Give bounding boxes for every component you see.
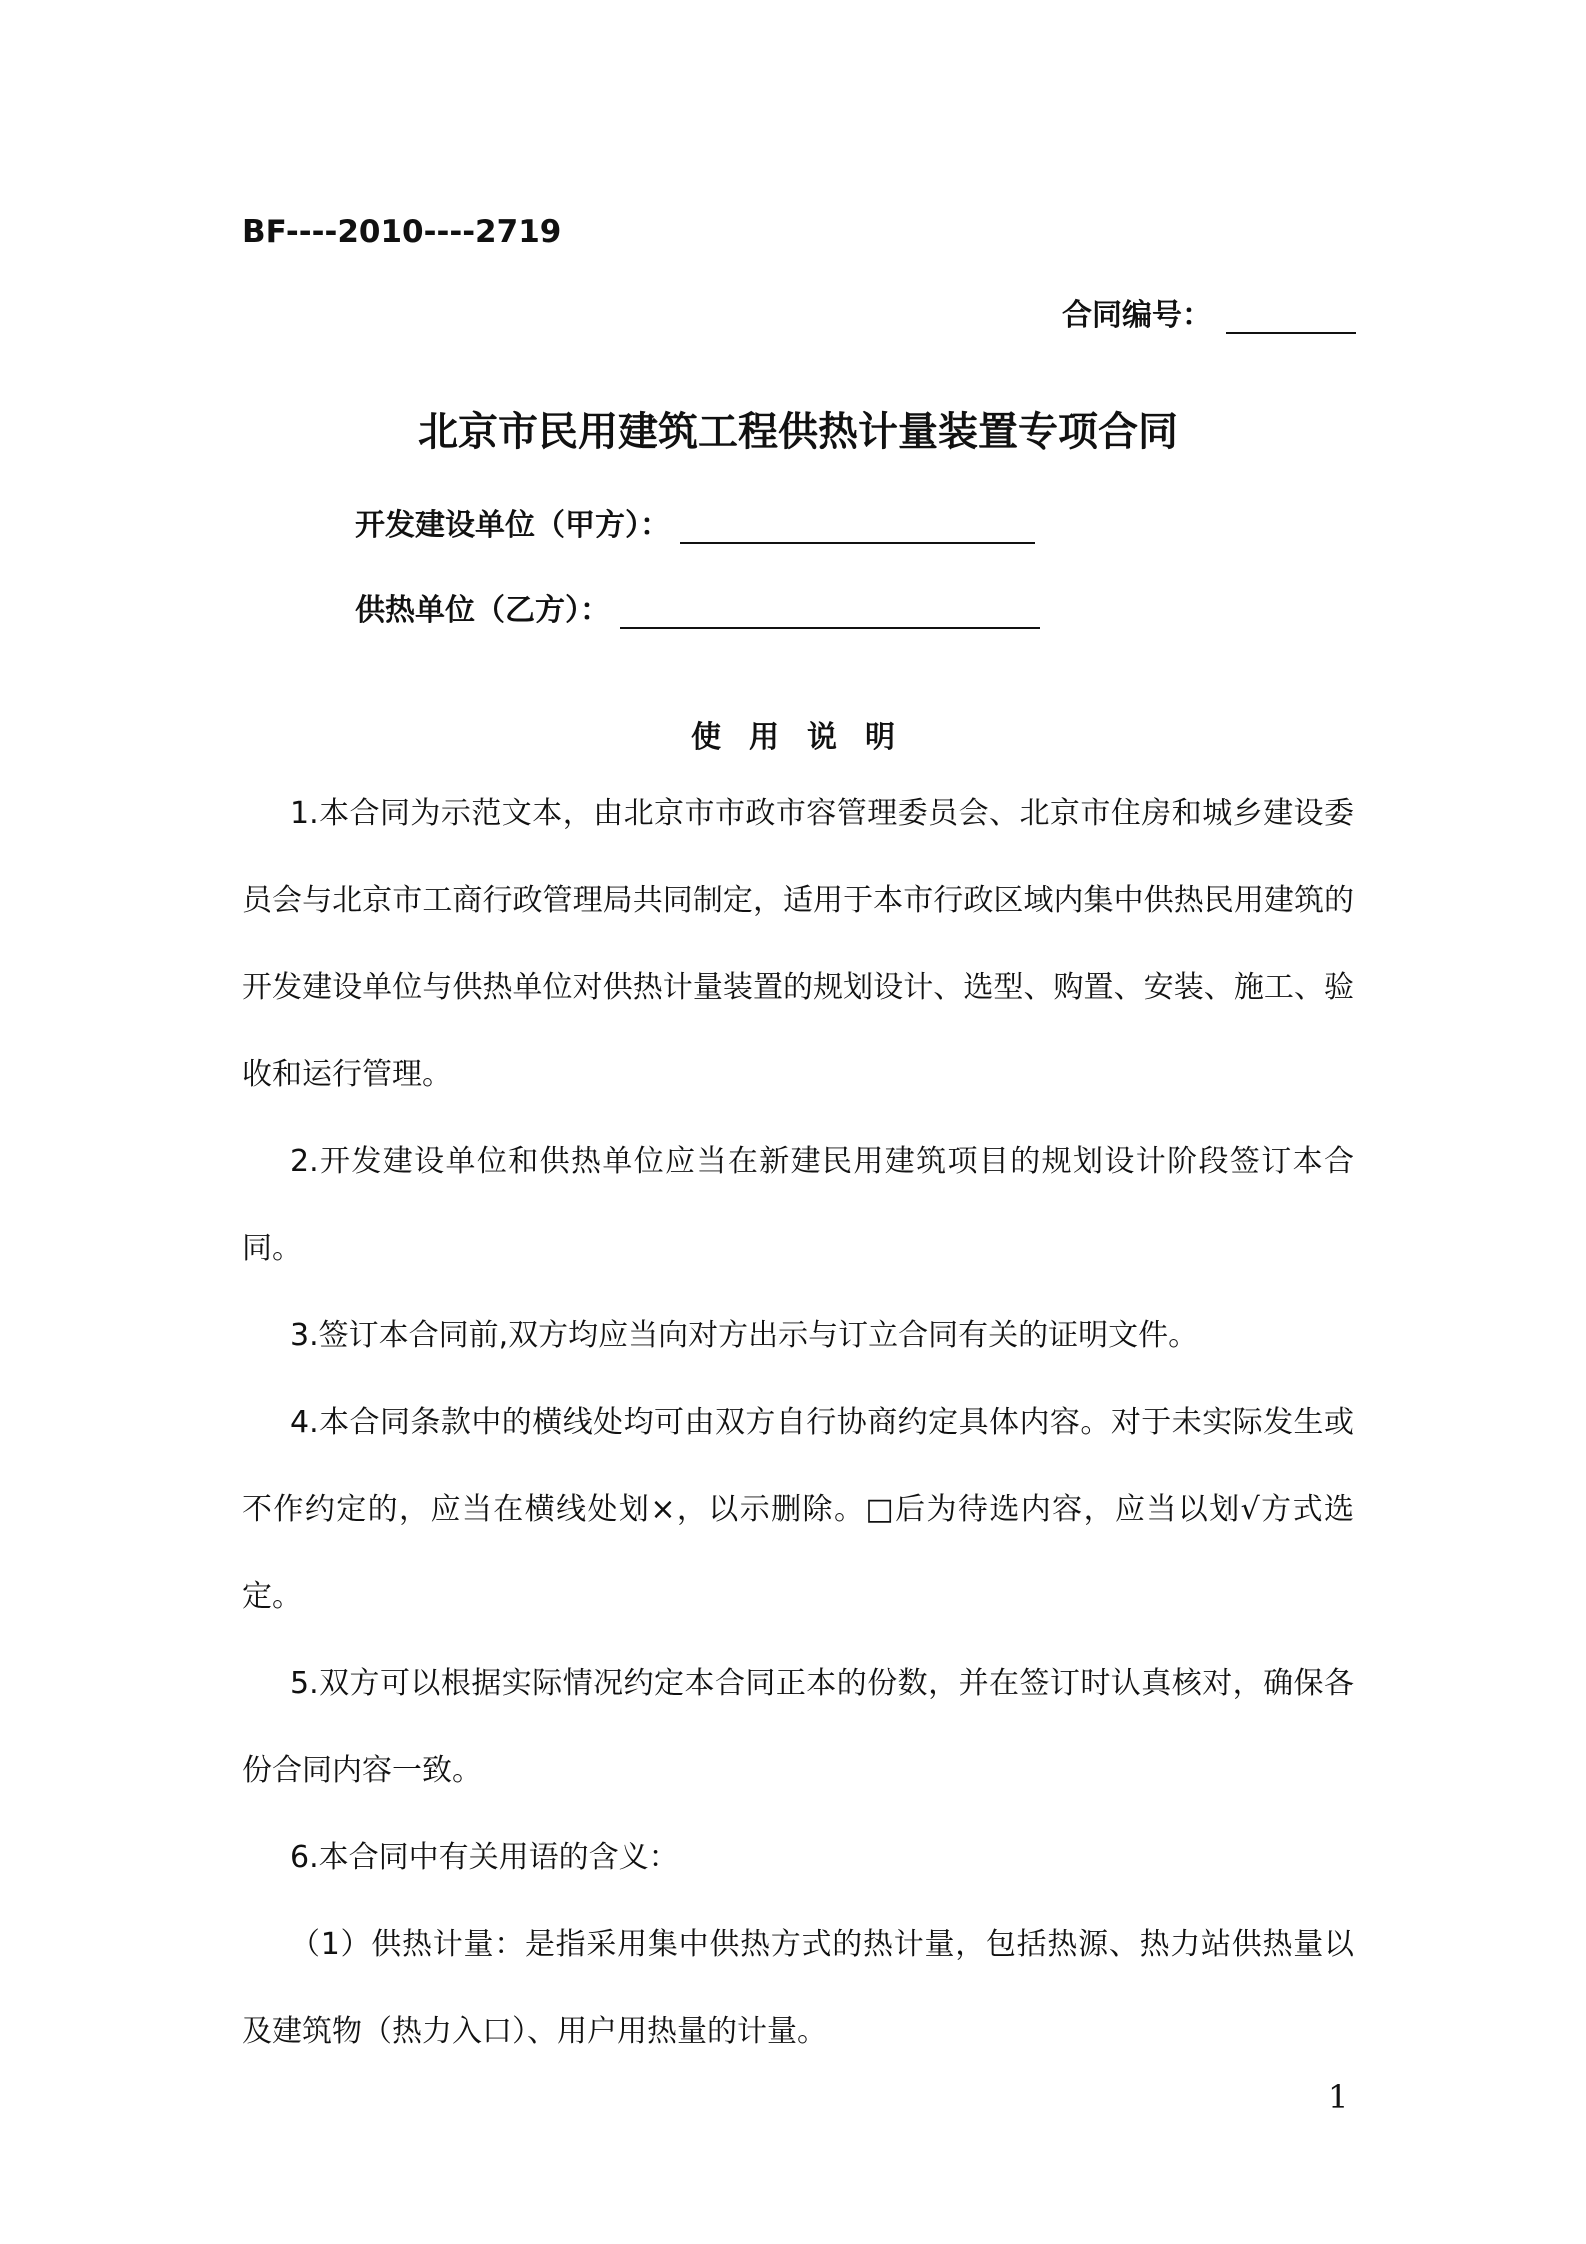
instruction-paragraph-7: （1）供热计量：是指采用集中供热方式的热计量，包括热源、热力站供热量以及建筑物（热力入口）、用户用热量的计量。 — [242, 1927, 1354, 2049]
party-a-field — [355, 500, 1035, 544]
instruction-paragraph-1: 1.本合同为示范文本，由北京市市政市容管理委员会、北京市住房和城乡建设委员会与北京市工商行政管理局共同制定，适用于本市行政区域内集中供热民用建筑的开发建设单位与供热单位对供热计量装置的规划设计、选型、购置、安装、施工、验收和运行管理。 — [242, 796, 1354, 1092]
instruction-paragraph-5: 5.双方可以根据实际情况约定本合同正本的份数，并在签订时认真核对，确保各份合同内容一致。 — [242, 1666, 1354, 1788]
instructions-title: 使用说明 — [691, 720, 923, 755]
instruction-paragraph-4: 4.本合同条款中的横线处均可由双方自行协商约定具体内容。对于未实际发生或不作约定的，应当在横线处划×，以示删除。□后为待选内容，应当以划√方式选定。 — [242, 1405, 1354, 1614]
document-code: BF----2010----2719 — [242, 214, 562, 250]
contract-number-blank — [1226, 296, 1356, 334]
contract-number-field — [1062, 290, 1356, 334]
page-number: 1 — [1328, 2078, 1349, 2116]
instruction-paragraph-2: 2.开发建设单位和供热单位应当在新建民用建筑项目的规划设计阶段签订本合同。 — [242, 1144, 1354, 1266]
party-b-label: 供热单位（乙方）： — [355, 593, 610, 628]
party-b-field — [355, 585, 1040, 629]
party-a-label: 开发建设单位（甲方）： — [355, 508, 670, 543]
contract-title: 北京市民用建筑工程供热计量装置专项合同 — [418, 409, 1178, 455]
party-a-blank — [680, 504, 1035, 544]
contract-number-label: 合同编号： — [1062, 298, 1212, 333]
instructions-body — [242, 770, 1354, 2075]
instruction-paragraph-6: 6.本合同中有关用语的含义： — [290, 1840, 679, 1875]
instruction-paragraph-3: 3.签订本合同前,双方均应当向对方出示与订立合同有关的证明文件。 — [290, 1318, 1199, 1353]
party-b-blank — [620, 589, 1040, 629]
